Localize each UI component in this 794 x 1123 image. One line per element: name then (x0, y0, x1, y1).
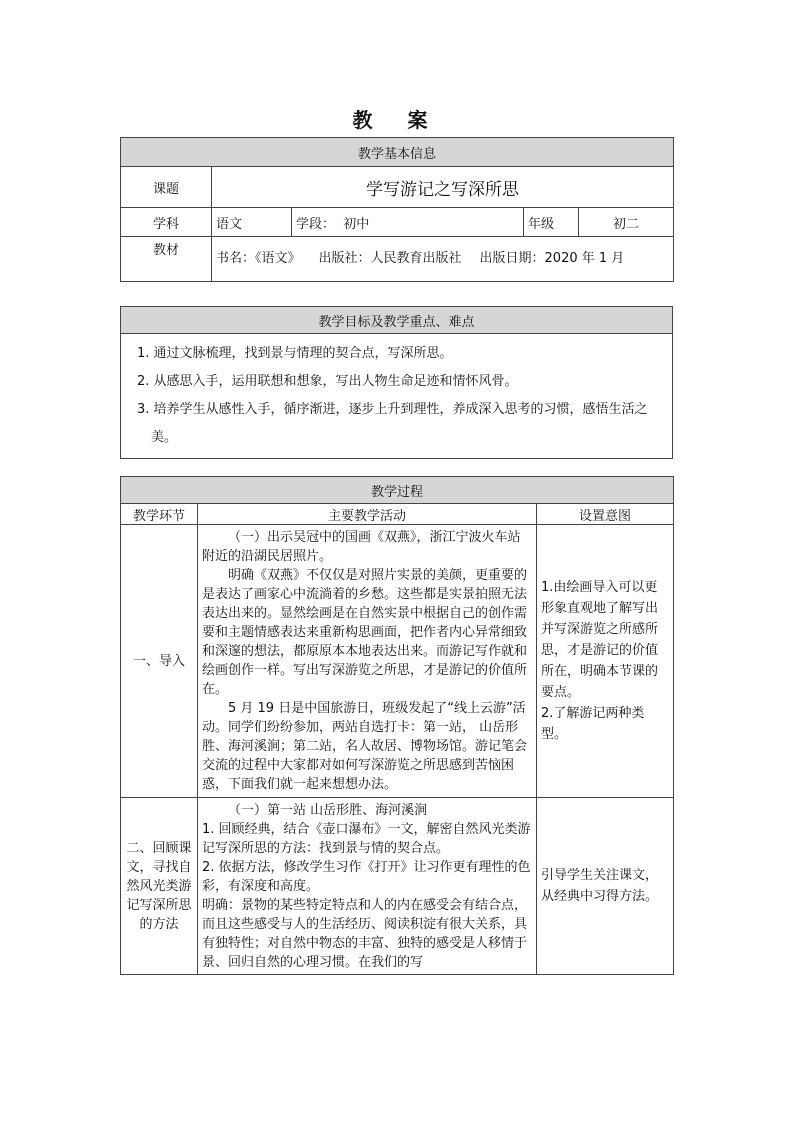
objective-item: 2. 从感思入手，运用联想和想象，写出人物生命足迹和情怀风骨。 (137, 374, 518, 389)
document-title: 教 案 (352, 108, 442, 132)
col-stage-header: 教学环节 (121, 504, 198, 525)
intent-cell: 引导学生关注课文，从经典中习得方法。 (537, 798, 674, 975)
activity-paragraph: 1. 回顾经典，结合《壶口瀑布》一文，解密自然风光类游记写深所思的方法：找到景与情的契合点。 (202, 822, 531, 856)
objectives-list (121, 334, 673, 459)
col-intent-header: 设置意图 (537, 504, 674, 525)
activity-paragraph: 2. 依据方法，修改学生习作《打开》让习作更有理性的色彩，有深度和高度。 (202, 860, 531, 894)
process-header: 教学过程 (121, 477, 674, 504)
objective-item: 3. 培养学生从感性入手，循序渐进，逐步上升到理性，养成深入思考的习惯，感悟生活之美。 (137, 402, 648, 445)
subject-value: 语文 (212, 208, 292, 237)
book-name: 书名：《语文》 (216, 251, 301, 266)
stage-value: 初中 (343, 216, 370, 232)
subject-label: 学科 (121, 208, 212, 237)
grade-label: 年级 (524, 208, 579, 237)
topic-label: 课题 (121, 167, 212, 208)
stage-cell: 二、回顾课文，寻找自然风光类游记写深所思的方法 (121, 798, 198, 975)
basic-info-header: 教学基本信息 (121, 138, 674, 167)
activity-cell (198, 525, 537, 798)
activity-cell (198, 798, 537, 975)
process-table (120, 476, 674, 975)
material-info (212, 237, 674, 282)
stage-cell (292, 208, 524, 237)
grade-value: 初二 (579, 208, 674, 237)
lesson-topic: 学写游记之写深所思 (212, 167, 674, 208)
objective-item: 1. 通过文脉梳理，找到景与情理的契合点，写深所思。 (137, 346, 453, 361)
intent-cell: 1.由绘画导入可以更形象直观地了解写出并写深游览之所感所思，才是游记的价值所在，明确本节课的要点。 2.了解游记两种类型。 (537, 525, 674, 798)
objectives-table (120, 306, 673, 459)
activity-paragraph: 明确：景物的某些特定特点和人的内在感受会有结合点，而且这些感受与人的生活经历、阅读积淀有很大关系，具有独特性；对自然中物态的丰富、独特的感受是人移情于景、回归自然的心理习惯。在我们的写 (202, 898, 528, 970)
objectives-header: 教学目标及教学重点、难点 (121, 307, 673, 334)
process-row-intro (121, 525, 674, 798)
activity-paragraph: （一）第一站 山岳形胜、海河溪涧 (228, 803, 428, 818)
activity-paragraph: 明确《双燕》不仅仅是对照片实景的美颜，更重要的是表达了画家心中流淌着的乡愁。这些都是实景拍照无法表达出来的。显然绘画是在自然实景中根据自己的创作需要和主题情感表达来重新构思画面，把作者内心异常细致和深邃的想法，都原原本本地表达出来。而游记写作就和绘画创作一样。写出写深游览之所思，才是游记的价值所在。 (202, 568, 528, 697)
publication-date: 出版日期：2020 年 1 月 (479, 251, 625, 266)
basic-info-table (120, 137, 674, 282)
material-label: 教材 (121, 237, 212, 282)
publisher: 出版社：人民教育出版社 (318, 251, 462, 266)
activity-paragraph: 5 月 19 日是中国旅游日，班级发起了“线上云游”活动。同学们纷纷参加，两站自选打卡：第一站， 山岳形胜、海河溪涧；第二站，名人故居、博物场馆。游记笔会交流的过程中大家都对如何写深游览之所思感到苦恼困惑，下面我们就一起来想想办法。 (202, 701, 528, 792)
stage-cell: 一、导入 (121, 525, 198, 798)
activity-paragraph: （一）出示吴冠中的国画《双燕》，浙江宁波火车站附近的沿湖民居照片。 (202, 530, 521, 564)
stage-label: 学段： (296, 216, 336, 232)
col-activity-header: 主要教学活动 (198, 504, 537, 525)
process-row-review (121, 798, 674, 975)
